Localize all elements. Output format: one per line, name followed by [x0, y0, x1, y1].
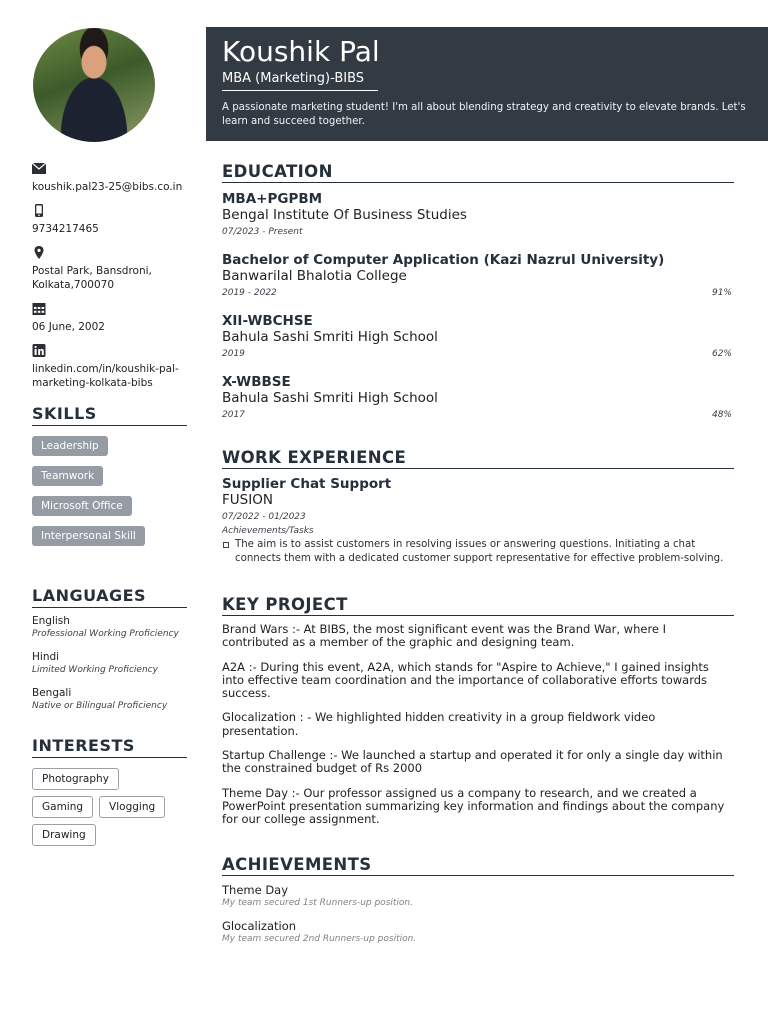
achievement-desc: My team secured 1st Runners-up position.: [222, 897, 413, 908]
candidate-subtitle: MBA (Marketing)-BIBS: [222, 71, 378, 91]
achievements-section: [222, 855, 734, 945]
education-dates: 07/2023 - Present: [222, 227, 303, 237]
interest-tag: Vlogging: [99, 796, 165, 818]
language-level: Professional Working Proficiency: [32, 629, 179, 639]
skills-section: [32, 404, 188, 546]
task-bullet: [222, 538, 734, 566]
education-score: 62%: [711, 349, 732, 359]
interest-tag: Gaming: [32, 796, 93, 818]
profile-summary: A passionate marketing student! I'm all about blending strategy and creativity to elevate brands. Let's learn and succeed together.: [222, 102, 746, 127]
tasks-label: Achievements/Tasks: [222, 526, 314, 536]
achievement-desc: My team secured 2nd Runners-up position.: [222, 933, 417, 944]
email-text: koushik.pal23-25@bibs.co.in: [32, 181, 183, 193]
education-dates: 2019: [222, 349, 245, 359]
achievement-title: Theme Day: [222, 882, 289, 897]
company-name: FUSION: [222, 492, 273, 508]
work-dates: 07/2022 - 01/2023: [222, 512, 306, 522]
education-item: [222, 313, 734, 360]
achievement-item: [222, 919, 734, 945]
project-paragraph: A2A :- During this event, A2A, which stands for "Aspire to Achieve," I gained insights into effective team coordination and the importance of collaborative efforts towards success.: [222, 659, 709, 701]
work-heading: WORK EXPERIENCE: [222, 448, 734, 469]
contact-address: [32, 246, 188, 292]
sidebar: [32, 28, 188, 846]
degree-title: MBA+PGPBM: [222, 191, 323, 207]
mobile-phone-icon: [32, 204, 46, 217]
degree-title: Bachelor of Computer Application (Kazi Nazrul University): [222, 252, 665, 268]
achievement-title: Glocalization: [222, 918, 297, 933]
interests-list: [32, 762, 192, 846]
achievement-item: [222, 883, 734, 909]
skill-tag: Interpersonal Skill: [32, 526, 145, 546]
candidate-name: Koushik Pal: [222, 35, 380, 68]
education-score: 48%: [711, 410, 732, 420]
language-name: Hindi: [32, 651, 60, 663]
degree-title: XII-WBCHSE: [222, 313, 313, 329]
skills-heading: SKILLS: [32, 404, 187, 426]
resume-header: [206, 27, 768, 141]
education-dates: 2017: [222, 410, 245, 420]
school-name: Bengal Institute Of Business Studies: [222, 207, 467, 223]
map-pin-icon: [32, 246, 46, 259]
languages-section: [32, 586, 188, 712]
contact-info: [32, 162, 188, 390]
languages-heading: LANGUAGES: [32, 586, 187, 608]
envelope-icon: [32, 162, 46, 175]
achievements-heading: ACHIEVEMENTS: [222, 855, 734, 876]
skill-tag: Microsoft Office: [32, 496, 132, 516]
education-heading: EDUCATION: [222, 162, 734, 183]
calendar-icon: [32, 302, 46, 315]
project-paragraph: Startup Challenge :- We launched a startup and operated it for only a single day within the constrained budget of Rs 2000: [222, 748, 723, 776]
school-name: Banwarilal Bhalotia College: [222, 268, 407, 284]
language-name: Bengali: [32, 687, 72, 699]
education-item: [222, 252, 734, 299]
main-content: [222, 162, 734, 945]
interest-tag: Photography: [32, 768, 119, 790]
profile-photo: [33, 28, 155, 142]
interests-heading: INTERESTS: [32, 736, 187, 758]
contact-dob: [32, 302, 188, 334]
skill-tag: Leadership: [32, 436, 108, 456]
work-experience-section: [222, 448, 734, 566]
skills-list: [32, 426, 188, 546]
education-item: [222, 374, 734, 421]
school-name: Bahula Sashi Smriti High School: [222, 390, 438, 406]
degree-title: X-WBBSE: [222, 374, 291, 390]
language-name: English: [32, 615, 70, 627]
dob-text: 06 June, 2002: [32, 321, 105, 333]
task-text: The aim is to assist customers in resolving issues or answering questions. Initiating a chat connects them with a dedicated customer support representative for effective problem-solving.: [235, 539, 724, 564]
language-item: [32, 687, 188, 712]
contact-linkedin[interactable]: [32, 344, 188, 390]
project-paragraph: Brand Wars :- At BIBS, the most significant event was the Brand War, where I contributed as a member of the graphic and designing team.: [222, 622, 667, 650]
education-dates: 2019 - 2022: [222, 288, 277, 298]
phone-text: 9734217465: [32, 223, 99, 235]
contact-phone: [32, 204, 188, 236]
education-score: 91%: [711, 288, 732, 298]
school-name: Bahula Sashi Smriti High School: [222, 329, 438, 345]
language-level: Limited Working Proficiency: [32, 665, 158, 675]
language-item: [32, 651, 188, 676]
work-item: [222, 476, 734, 566]
project-paragraph: Theme Day :- Our professor assigned us a company to research, and we created a PowerPoint presentation summarizing key information and findings about the company for our college assignment.: [222, 785, 725, 827]
job-role: Supplier Chat Support: [222, 476, 392, 492]
address-text: Postal Park, Bansdroni, Kolkata,700070: [32, 265, 152, 291]
key-project-section: [222, 595, 734, 827]
skill-tag: Teamwork: [32, 466, 103, 486]
bullet-square-icon: [223, 542, 229, 548]
project-heading: KEY PROJECT: [222, 595, 734, 616]
education-item: [222, 191, 734, 238]
contact-email: [32, 162, 188, 194]
language-level: Native or Bilingual Proficiency: [32, 701, 168, 711]
interest-tag: Drawing: [32, 824, 96, 846]
project-paragraph: Glocalization : - We highlighted hidden creativity in a group fieldwork video presentation.: [222, 710, 656, 738]
language-item: [32, 615, 188, 640]
interests-section: [32, 736, 188, 846]
linkedin-icon: [32, 344, 46, 357]
education-section: [222, 162, 734, 421]
linkedin-text[interactable]: linkedin.com/in/koushik-pal-marketing-kolkata-bibs: [32, 363, 179, 389]
